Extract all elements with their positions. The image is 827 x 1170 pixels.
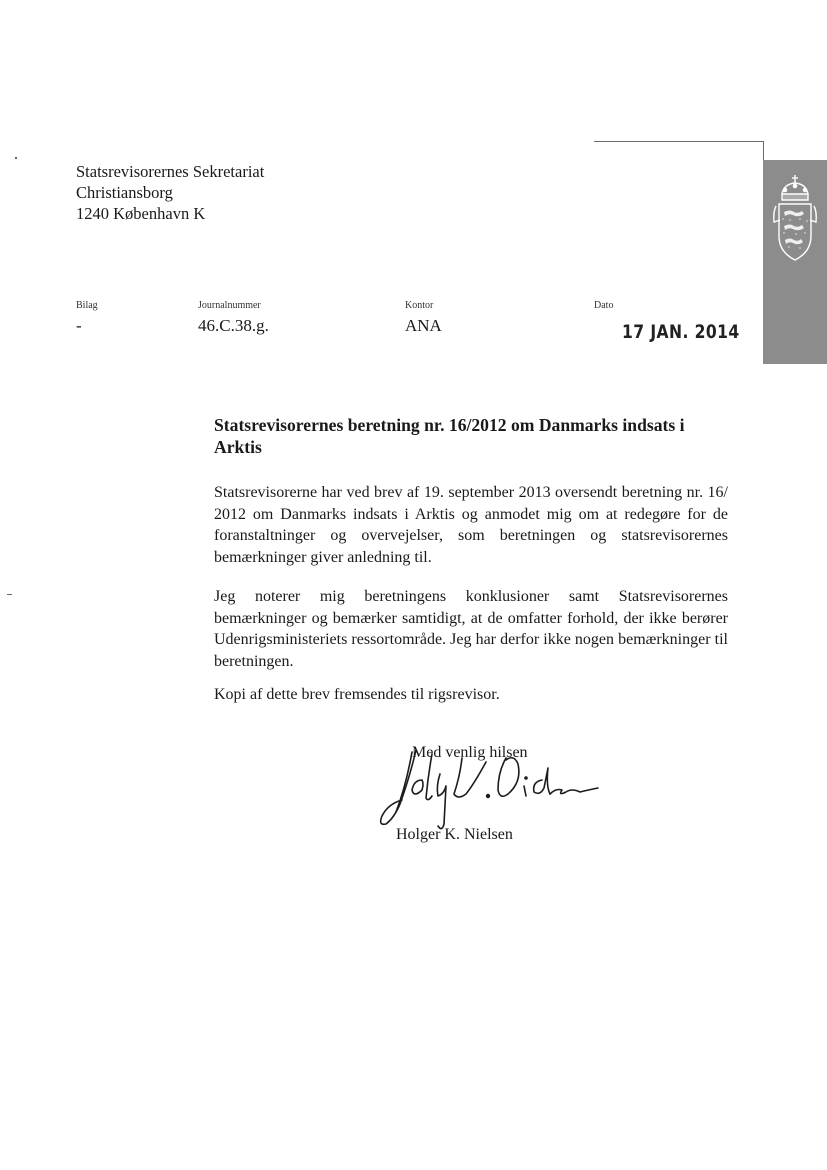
handwritten-signature-icon: [366, 746, 602, 832]
bilag-label: Bilag: [76, 300, 98, 311]
signer-name: Holger K. Nielsen: [396, 826, 513, 843]
journal-value: 46.C.38.g.: [198, 316, 269, 335]
date-stamp: 17 JAN. 2014: [622, 321, 740, 343]
recipient-address: [76, 161, 264, 224]
recipient-line: Christiansborg: [76, 183, 173, 202]
dato-label: Dato: [594, 300, 614, 311]
scan-speck: [7, 594, 12, 595]
scan-speck: [15, 157, 17, 159]
letter-paragraph: Statsrevisorerne har ved brev af 19. september 2013 oversendt beretning nr. 16/ 2012 om Danmarks indsats i Arktis og anmodet mig om at redegøre for de foranstaltninger og overvejelser, som beretningen og statsrevisorernes bemærkninger giver anledning til.: [214, 484, 728, 567]
closing-greeting: Med venlig hilsen: [412, 744, 528, 761]
kontor-label: Kontor: [405, 300, 434, 311]
recipient-line: 1240 København K: [76, 204, 206, 223]
kontor-value: ANA: [405, 316, 442, 335]
bilag-value: -: [76, 316, 82, 335]
recipient-line: Statsrevisorernes Sekretariat: [76, 162, 265, 181]
letter-paragraph: Kopi af dette brev fremsendes til rigsrevisor.: [214, 686, 500, 703]
journal-label: Journalnummer: [198, 300, 261, 311]
letter-subject: Statsrevisorernes beretning nr. 16/2012 om Danmarks indsats i Arktis: [214, 415, 685, 457]
letter-paragraph: Jeg noterer mig beretningens konklusioner samt Statsrevisorernes bemærkninger og bemærker samtidigt, at de omfatter forhold, der ikke berører Udenrigsministeriets ressortområde. Jeg har derfor ikke nogen bemærkninger til beretningen.: [214, 588, 728, 671]
danish-royal-coat-of-arms-icon: [770, 172, 820, 282]
letterhead-rule: [594, 141, 764, 142]
